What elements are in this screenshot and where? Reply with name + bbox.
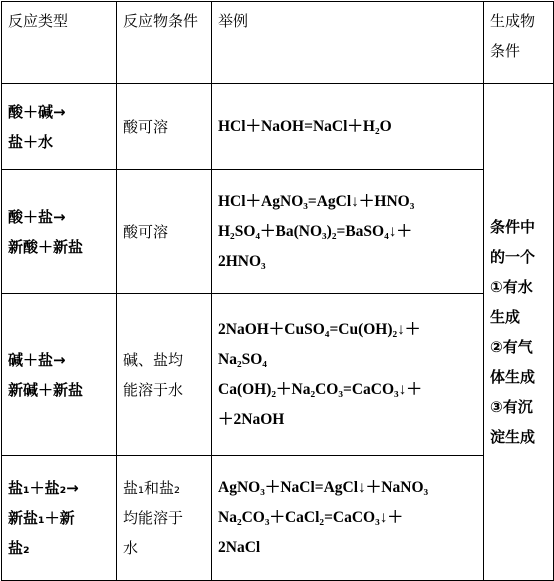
row-4-condition-line-2: 均能溶于: [123, 509, 184, 527]
row-3-example-line-4: ＋2NaOH: [218, 410, 285, 428]
row-1-type-line-1: 酸＋碱→: [8, 102, 66, 121]
row-2-example-line-3: 2HNO₃: [218, 252, 266, 270]
row-1-condition-line-1: 酸可溶: [123, 117, 169, 136]
header-example: [212, 2, 484, 84]
header-row: [2, 2, 554, 84]
table-row: [2, 294, 554, 456]
row-2-example: [212, 170, 484, 294]
product-condition-line-4: 生成: [490, 308, 521, 326]
row-3-example-line-3: Ca(OH)₂＋Na₂CO₃=CaCO₃↓＋: [218, 380, 422, 398]
row-2-condition: [117, 170, 212, 294]
row-4-type-line-3: 盐₂: [8, 539, 30, 557]
row-4-example: [212, 456, 484, 581]
header-type-text: 反应类型: [8, 12, 69, 30]
row-3-type-line-2: 新碱＋新盐: [8, 380, 84, 399]
row-3-example-line-2: Na₂SO₄: [218, 350, 267, 368]
table-row: [2, 84, 554, 170]
header-condition-text: 反应物条件: [123, 12, 199, 30]
row-2-condition-line-1: 酸可溶: [123, 222, 169, 241]
row-2-example-line-1: HCl＋AgNO₃=AgCl↓＋HNO₃: [218, 192, 415, 210]
row-3-condition-line-2: 能溶于水: [123, 380, 184, 399]
row-2-type-line-2: 新酸＋新盐: [8, 237, 84, 256]
row-2-example-line-2: H₂SO₄＋Ba(NO₃)₂=BaSO₄↓＋: [218, 222, 412, 240]
header-example-text: 举例: [218, 12, 249, 30]
reaction-table: [1, 1, 554, 581]
row-1-type: [2, 84, 117, 170]
row-3-condition-line-1: 碱、盐均: [123, 350, 184, 369]
row-1-type-line-2: 盐＋水: [8, 132, 54, 151]
row-4-condition-line-1: 盐₁和盐₂: [123, 479, 181, 497]
row-4-example-line-1: AgNO₃＋NaCl=AgCl↓＋NaNO₃: [218, 479, 429, 496]
header-product-text: 生成物条件: [490, 12, 536, 60]
header-condition: [117, 2, 212, 84]
row-1-condition: [117, 84, 212, 170]
row-4-type: [2, 456, 117, 581]
row-4-condition: [117, 456, 212, 581]
row-1-example-line-1: HCl＋NaOH=NaCl＋H₂O: [218, 117, 392, 135]
row-4-example-line-2: Na₂CO₃＋CaCl₂=CaCO₃↓＋: [218, 509, 404, 526]
row-4-type-line-1: 盐₁＋盐₂→: [8, 479, 79, 497]
row-2-type: [2, 170, 117, 294]
product-condition: [484, 84, 554, 581]
row-2-type-line-1: 酸＋盐→: [8, 207, 66, 226]
product-condition-line-6: 体生成: [490, 368, 536, 386]
table-row: [2, 170, 554, 294]
row-4-example-line-3: 2NaCl: [218, 539, 261, 556]
row-1-example: [212, 84, 484, 170]
row-4-type-line-2: 新盐₁＋新: [8, 509, 75, 527]
product-condition-line-1: 条件中: [490, 218, 536, 236]
table-row: [2, 456, 554, 581]
product-condition-line-8: 淀生成: [490, 428, 536, 446]
product-condition-line-3: ①有水: [490, 278, 533, 296]
product-condition-line-7: ③有沉: [490, 398, 533, 416]
header-type: [2, 2, 117, 84]
row-3-type-line-1: 碱＋盐→: [8, 350, 66, 369]
row-3-condition: [117, 294, 212, 456]
product-condition-line-2: 的一个: [490, 248, 536, 266]
row-3-example: [212, 294, 484, 456]
product-condition-line-5: ②有气: [490, 338, 533, 356]
row-3-example-line-1: 2NaOH＋CuSO₄=Cu(OH)₂↓＋: [218, 320, 421, 338]
row-4-condition-line-3: 水: [123, 539, 139, 557]
row-3-type: [2, 294, 117, 456]
header-product: [484, 2, 554, 84]
